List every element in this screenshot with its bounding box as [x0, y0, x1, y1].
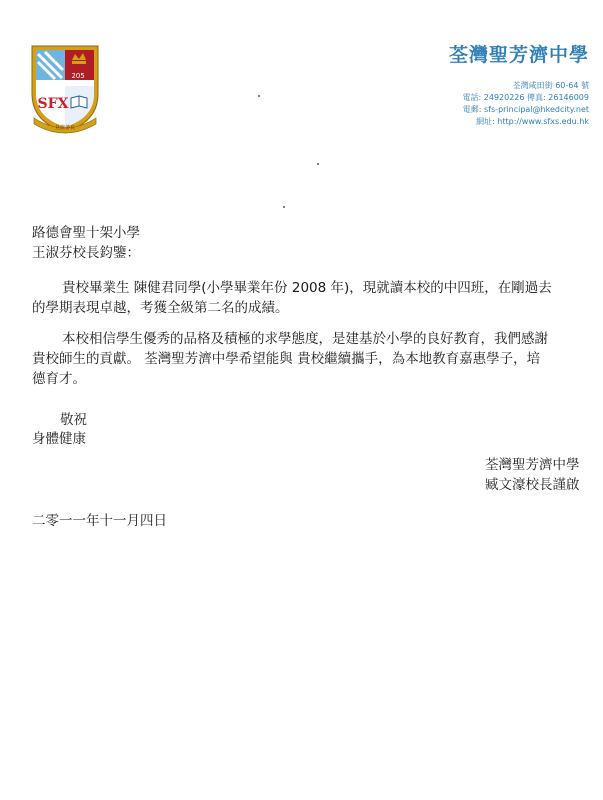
school-crest-logo: [28, 42, 102, 134]
paragraph-line: 貴校師生的貢獻。 荃灣聖芳濟中學希望能與 貴校繼續攜手，為本地教育嘉惠學子，培: [32, 351, 541, 367]
signature-school: 荃灣聖芳濟中學: [485, 457, 580, 473]
paragraph-2: [32, 329, 577, 389]
paragraph-line: 本校相信學生優秀的品格及積極的求學態度，是建基於小學的良好教育，我們感謝: [62, 331, 548, 347]
paragraph-line: 貴校畢業生 陳健君同學(小學畢業年份 2008 年)，現就讀本校的中四班，在剛過去: [62, 280, 552, 296]
closing-greeting: 敬祝: [60, 412, 87, 428]
letterhead-website: 網址: http://www.sfxs.edu.hk: [476, 117, 589, 126]
letter-date: 二零一一年十一月四日: [32, 513, 167, 529]
paragraph-line: 德育才。: [32, 371, 86, 387]
letterhead-email: 電郵: sfs-principal@hkedcity.net: [462, 105, 589, 114]
signature-person: 臧文濠校長謹啟: [485, 477, 580, 493]
letterhead-phone-fax: 電話: 24920226 傳真: 26146009: [462, 93, 589, 102]
letterhead-school-name: 荃灣聖芳濟中學: [448, 44, 589, 66]
crest-letters: SFX: [37, 96, 69, 112]
crest-number: 205: [71, 72, 85, 80]
recipient-salutation: 王淑芬校長鈞鑒：: [32, 245, 140, 261]
letterhead-address: 荃灣咸田街 60-64 號: [512, 81, 589, 90]
paragraph-1: [32, 278, 577, 318]
closing-wish: 身體健康: [32, 431, 86, 447]
paragraph-line: 的學期表現卓越，考獲全級第二名的成績。: [32, 300, 289, 316]
scan-speck: [283, 206, 285, 208]
letterhead-contact-block: [463, 80, 589, 128]
scan-speck: [258, 95, 260, 97]
crest-motto: 見證善良: [54, 125, 76, 131]
scan-speck: [317, 163, 319, 165]
recipient-school: 路德會聖十架小學: [32, 225, 140, 241]
